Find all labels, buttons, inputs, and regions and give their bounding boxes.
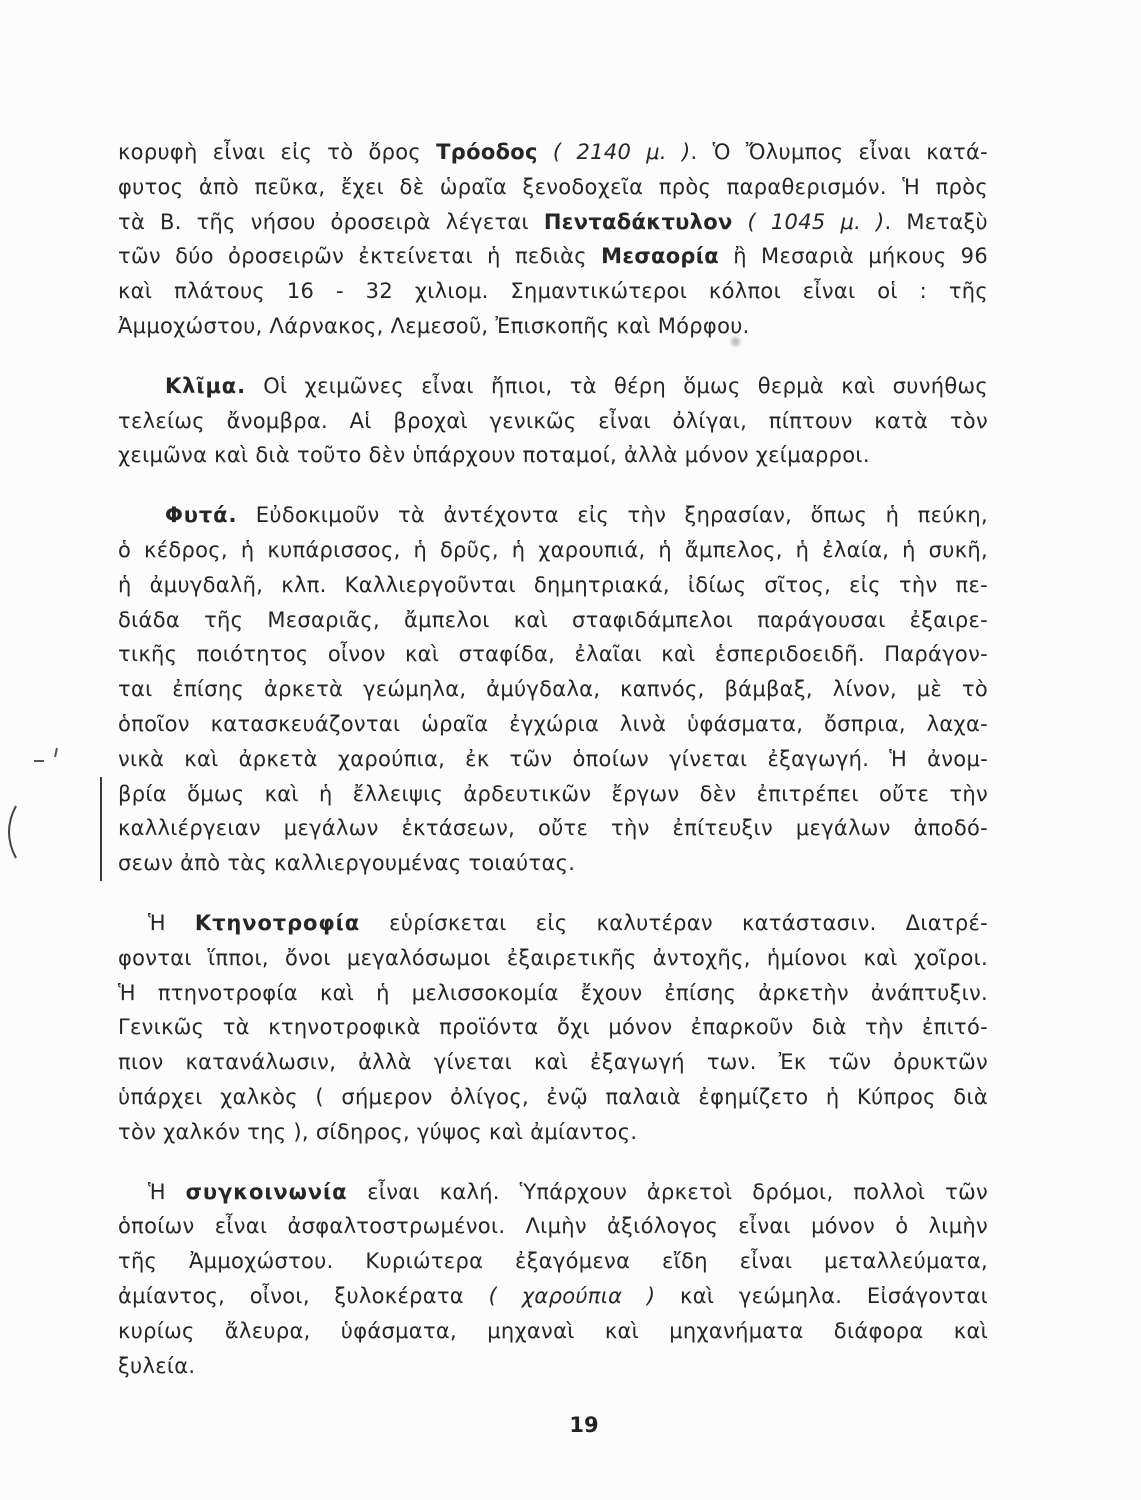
text-line xyxy=(118,239,988,274)
text-line: κυρίως ἄλευρα, ὑφάσματα, μηχαναὶ καὶ μηχανήματα διάφορα καὶ xyxy=(118,1318,988,1343)
scan-margin-dash xyxy=(34,760,44,762)
text-line: βρία ὅμως καὶ ἡ ἔλλειψις ἀρδευτικῶν ἔργων δὲν ἐπιτρέπει οὔτε τὴν xyxy=(118,781,988,806)
paragraph-climate xyxy=(118,369,988,473)
text-run: ἀμίαντος, οἶνοι, ξυλοκέρατα xyxy=(118,1283,489,1308)
text-line: τελείως ἄνομβρα. Αἱ βροχαὶ γενικῶς εἶναι ὀλίγαι, πίπτουν κατὰ τὸν xyxy=(118,408,988,433)
text-line: ὁ κέδρος, ἡ κυπάρισσος, ἡ δρῦς, ἡ χαρουπιά, ἡ ἄμπελος, ἡ ἐλαία, ἡ συκῆ, xyxy=(118,537,988,562)
text-run: εἶναι καλή. Ὑπάρχουν ἀρκετοὶ δρόμοι, πολλοὶ τῶν xyxy=(347,1179,988,1204)
body-text xyxy=(118,135,988,1383)
bold-term: Τρόοδος xyxy=(436,140,538,164)
text-line: ξυλεία. xyxy=(118,1353,196,1378)
text-line: καλλιέργειαν μεγάλων ἐκτάσεων, οὔτε τὴν ἐπίτευξιν μεγάλων ἀποδό- xyxy=(118,816,988,841)
text-line: τῆς Ἀμμοχώστου. Κυριώτερα ἐξαγόμενα εἴδη εἶναι μεταλλεύματα, xyxy=(118,1249,988,1274)
scan-margin-tick xyxy=(54,748,58,757)
paragraph-mountains xyxy=(118,135,988,344)
text-run: ἢ Μεσαριὰ μήκους 96 xyxy=(718,244,988,269)
bold-term: Πενταδάκτυλον xyxy=(543,209,733,234)
section-heading: συγκοινωνία xyxy=(185,1179,348,1204)
text-line: Ἡ πτηνοτροφία καὶ ἡ μελισσοκομία ἔχουν ἐπίσης ἀρκετὴν ἀνάπτυξιν. xyxy=(118,980,988,1005)
text-line: πιον κατανάλωσιν, ἀλλὰ γίνεται καὶ ἐξαγωγή των. Ἐκ τῶν ὀρυκτῶν xyxy=(118,1050,988,1075)
text-line: φονται ἵπποι, ὄνοι μεγαλόσωμοι ἐξαιρετικῆς ἀντοχῆς, ἡμίονοι καὶ χοῖροι. xyxy=(118,945,988,970)
section-heading: Κλῖμα. xyxy=(165,373,247,398)
text-line: ὁποῖον κατασκευάζονται ὡραῖα ἐγχώρια λινὰ ὑφάσματα, ὄσπρια, λαχα- xyxy=(118,711,988,736)
text-line: Γενικῶς τὰ κτηνοτροφικὰ προϊόντα ὄχι μόνον ἐπαρκοῦν διὰ τὴν ἐπιτό- xyxy=(118,1015,988,1040)
text-run: τὰ Β. τῆς νήσου ὀροσειρὰ λέγεται xyxy=(118,209,544,234)
paragraph-livestock xyxy=(118,906,988,1150)
text-line xyxy=(118,498,988,533)
section-heading: Κτηνοτροφία xyxy=(194,910,361,935)
text-run: τῶν δύο ὀροσειρῶν ἐκτείνεται ἡ πεδιὰς xyxy=(118,244,602,269)
paragraph-plants xyxy=(118,498,988,881)
text-run: . Μεταξὺ xyxy=(884,209,989,234)
text-line xyxy=(118,1279,988,1314)
text-run: Ἡ xyxy=(148,910,195,935)
text-run: . Ὁ Ὄλυμπος εἶναι κατά- xyxy=(690,140,988,164)
text-line: φυτος ἀπὸ πεῦκα, ἔχει δὲ ὡραῖα ξενοδοχεῖα πρὸς παραθερισμόν. Ἡ πρὸς xyxy=(118,174,988,199)
text-line: ἡ ἀμυγδαλῆ, κλπ. Καλλιεργοῦνται δημητριακά, ἰδίως σῖτος, εἰς τὴν πε- xyxy=(118,572,988,597)
text-line xyxy=(118,906,988,941)
text-run: εὑρίσκεται εἰς καλυτέραν κατάστασιν. Διατρέ- xyxy=(360,910,988,935)
text-line: χειμῶνα καὶ διὰ τοῦτο δὲν ὑπάρχουν ποταμοί, ἀλλὰ μόνον χείμαρροι. xyxy=(118,443,870,468)
text-line: Ἀμμοχώστου, Λάρνακος, Λεμεσοῦ, Ἐπισκοπῆς καὶ Μόρφου. xyxy=(118,313,750,338)
italic-note: ( χαρούπια ) xyxy=(488,1283,656,1308)
text-line xyxy=(118,1175,988,1210)
text-line: διάδα τῆς Μεσαριᾶς, ἄμπελοι καὶ σταφιδάμπελοι παράγουσαι ἐξαιρε- xyxy=(118,607,988,632)
text-line: καὶ πλάτους 16 - 32 χιλιομ. Σημαντικώτεροι κόλποι εἶναι οἱ : τῆς xyxy=(118,279,988,304)
text-line: ὁποίων εἶναι ἀσφαλτοστρωμένοι. Λιμὴν ἀξιόλογος εἶναι μόνον ὁ λιμὴν xyxy=(118,1214,988,1239)
text-line: νικὰ καὶ ἀρκετὰ χαρούπια, ἐκ τῶν ὁποίων γίνεται ἐξαγωγή. Ἡ ἀνομ- xyxy=(118,746,988,771)
paragraph-transport xyxy=(118,1175,988,1384)
italic-note: ( 2140 μ. ) xyxy=(537,140,691,164)
text-line: σεων ἀπὸ τὰς καλλιεργουμένας τοιαύτας. xyxy=(118,851,576,876)
text-line: τὸν χαλκόν της ), σίδηρος, γύψος καὶ ἀμίαντος. xyxy=(118,1119,638,1144)
scan-margin-bracket xyxy=(0,804,22,860)
page-number: 19 xyxy=(569,1413,599,1437)
scan-margin-line xyxy=(100,777,102,881)
text-line: ται ἐπίσης ἀρκετὰ γεώμηλα, ἀμύγδαλα, καπνός, βάμβαξ, λίνον, μὲ τὸ xyxy=(118,677,988,702)
text-line xyxy=(118,369,988,404)
text-line: τικῆς ποιότητος οἶνον καὶ σταφίδα, ἐλαῖαι καὶ ἑσπεριδοειδῆ. Παράγον- xyxy=(118,642,988,667)
text-run: καὶ γεώμηλα. Εἰσάγονται xyxy=(655,1283,989,1308)
text-line xyxy=(118,205,988,240)
bold-term: Μεσαορία xyxy=(601,244,719,269)
text-line xyxy=(118,135,988,170)
text-run: Εὐδοκιμοῦν τὰ ἀντέχοντα εἰς τὴν ξηρασίαν, ὅπως ἡ πεύκη, xyxy=(237,503,988,528)
text-run: Οἱ χειμῶνες εἶναι ἤπιοι, τὰ θέρη ὅμως θερμὰ καὶ συνήθως xyxy=(246,373,988,398)
italic-note: ( 1045 μ. ) xyxy=(732,209,885,234)
text-run: Ἡ xyxy=(148,1179,186,1204)
text-line: ὑπάρχει χαλκὸς ( σήμερον ὀλίγος, ἐνῷ παλαιὰ ἐφημίζετο ἡ Κύπρος διὰ xyxy=(118,1084,988,1109)
section-heading: Φυτά. xyxy=(165,503,238,528)
text-run: κορυφὴ εἶναι εἰς τὸ ὄρος xyxy=(118,140,437,164)
